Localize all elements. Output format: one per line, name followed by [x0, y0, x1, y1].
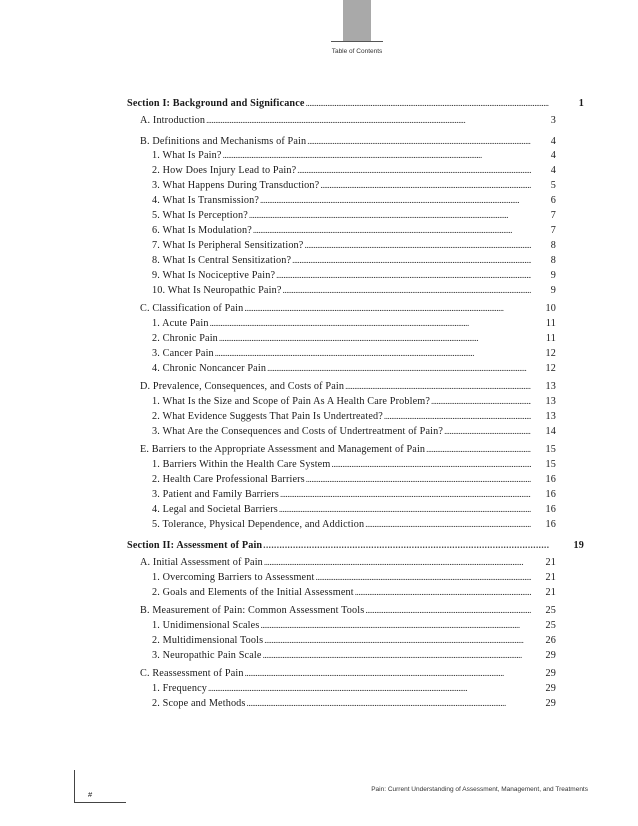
toc-page-number: 13 [545, 381, 556, 392]
toc-page-number: 11 [545, 317, 556, 329]
toc-entry-row[interactable] [152, 225, 556, 236]
toc-entry-label: 2. Multidimensional Tools [152, 634, 264, 646]
toc-entry-row[interactable] [152, 519, 556, 530]
toc-leader-dots [315, 572, 531, 583]
toc-entry-label: C. Reassessment of Pain [140, 668, 244, 679]
toc-page-number: 4 [550, 149, 556, 161]
toc-entry-label: 7. What Is Peripheral Sensitization? [152, 239, 304, 251]
page-header-title: Table of Contents [331, 48, 383, 55]
toc-entry-label: 1. Acute Pain [152, 317, 209, 329]
toc-entry-row[interactable] [152, 620, 556, 631]
toc-entry-label: 3. Cancer Pain [152, 347, 214, 359]
toc-entry-label: 4. Legal and Societal Barriers [152, 503, 278, 515]
toc-entry-row[interactable] [152, 396, 556, 407]
toc-leader-dots [263, 540, 549, 551]
toc-entry-label: 2. Scope and Methods [152, 697, 246, 709]
toc-entry-label: A. Introduction [140, 115, 206, 126]
toc-leader-dots [208, 683, 531, 694]
toc-entry-row[interactable] [152, 180, 556, 191]
toc-leader-dots [331, 459, 531, 470]
toc-leader-dots [355, 587, 531, 598]
toc-entry-row[interactable] [140, 381, 556, 392]
toc-entry-row[interactable] [152, 333, 556, 344]
toc-entry-row[interactable] [152, 318, 556, 329]
toc-leader-dots [247, 698, 531, 709]
toc-page-number: 10 [545, 303, 556, 314]
toc-entry-row[interactable] [152, 474, 556, 485]
toc-entry-label: 9. What Is Nociceptive Pain? [152, 269, 276, 281]
toc-entry-label: 1. What Is Pain? [152, 149, 222, 161]
toc-entry-row[interactable] [152, 210, 556, 221]
toc-page-number: 11 [545, 332, 556, 344]
toc-entry-row[interactable] [152, 587, 556, 598]
toc-page-number: 15 [545, 444, 556, 455]
toc-entry-row[interactable] [140, 605, 556, 616]
toc-entry-label: D. Prevalence, Consequences, and Costs of Pain [140, 381, 345, 392]
footer-running-title: Pain: Current Understanding of Assessment, Management, and Treatments [371, 786, 588, 793]
toc-entry-label: 2. What Evidence Suggests That Pain Is Undertreated? [152, 410, 383, 422]
toc-entry-row[interactable] [152, 270, 556, 281]
toc-leader-dots [210, 318, 531, 329]
toc-leader-dots [276, 270, 531, 281]
toc-entry-row[interactable] [140, 115, 556, 126]
toc-entry-row[interactable] [140, 136, 556, 147]
footer-page-marker: # [88, 790, 93, 799]
toc-entry-label: B. Measurement of Pain: Common Assessment Tools [140, 605, 365, 616]
toc-entry-label: 1. What Is the Size and Scope of Pain As A Health Care Problem? [152, 395, 431, 407]
toc-entry-label: B. Definitions and Mechanisms of Pain [140, 136, 307, 147]
toc-leader-dots [431, 396, 531, 407]
toc-leader-dots [444, 426, 531, 437]
toc-entry-label: 1. Barriers Within the Health Care System [152, 458, 331, 470]
toc-entry-row[interactable] [152, 635, 556, 646]
toc-leader-dots [345, 381, 531, 392]
toc-leader-dots [280, 489, 531, 500]
toc-entry-label: 2. Goals and Elements of the Initial Assessment [152, 586, 354, 598]
toc-entry-label: 3. What Are the Consequences and Costs of Undertreatment of Pain? [152, 425, 444, 437]
toc-page-number: 4 [550, 136, 556, 147]
toc-page-number: 15 [545, 458, 556, 470]
toc-leader-dots [263, 650, 531, 661]
toc-leader-dots [320, 180, 531, 191]
toc-entry-label: 1. Unidimensional Scales [152, 619, 260, 631]
toc-page-number: 13 [545, 395, 556, 407]
toc-entry-label: 6. What Is Modulation? [152, 224, 252, 236]
toc-entry-label: 4. What Is Transmission? [152, 194, 259, 206]
footer-rule-horizontal [74, 802, 126, 803]
toc-page-number: 13 [545, 410, 556, 422]
toc-leader-dots [306, 98, 549, 109]
toc-page-number: 5 [550, 179, 556, 191]
toc-entry-label: 3. Neuropathic Pain Scale [152, 649, 262, 661]
toc-entry-row[interactable] [140, 668, 556, 679]
toc-page-number: 16 [545, 503, 556, 515]
toc-section-label: Section I: Background and Significance [127, 98, 305, 109]
toc-page-number: 29 [545, 697, 556, 709]
toc-entry-row[interactable] [140, 303, 556, 314]
toc-page-number: 8 [550, 239, 556, 251]
toc-entry-row[interactable] [152, 426, 556, 437]
toc-entry-label: 5. Tolerance, Physical Dependence, and Addiction [152, 518, 365, 530]
toc-entry-row[interactable] [152, 698, 556, 709]
toc-entry-row[interactable] [140, 444, 556, 455]
toc-entry-row[interactable] [152, 195, 556, 206]
toc-entry-row[interactable] [152, 240, 556, 251]
toc-leader-dots [264, 557, 531, 568]
toc-entry-row[interactable] [140, 557, 556, 568]
toc-page-number: 12 [545, 347, 556, 359]
toc-page-number: 6 [550, 194, 556, 206]
footer-rule-vertical [74, 770, 75, 802]
toc-leader-dots [307, 136, 531, 147]
toc-entry-label: 3. Patient and Family Barriers [152, 488, 280, 500]
toc-leader-dots [244, 303, 531, 314]
toc-page-number: 29 [545, 668, 556, 679]
toc-leader-dots [260, 195, 531, 206]
header-tab-marker [343, 0, 371, 42]
toc-page-number: 16 [545, 488, 556, 500]
toc-entry-label: A. Initial Assessment of Pain [140, 557, 263, 568]
toc-page-number: 26 [545, 634, 556, 646]
toc-leader-dots [365, 605, 531, 616]
toc-page-number: 29 [545, 682, 556, 694]
toc-leader-dots [245, 668, 531, 679]
toc-entry-row[interactable] [152, 348, 556, 359]
toc-page-number: 1 [578, 98, 584, 109]
toc-entry-row[interactable] [152, 459, 556, 470]
toc-leader-dots [249, 210, 531, 221]
toc-entry-label: 2. Health Care Professional Barriers [152, 473, 305, 485]
toc-page-number: 8 [550, 254, 556, 266]
toc-page-number: 25 [545, 619, 556, 631]
toc-entry-row[interactable] [152, 683, 556, 694]
toc-section-row[interactable] [127, 540, 584, 551]
toc-entry-row[interactable] [152, 504, 556, 515]
toc-page-number: 21 [545, 586, 556, 598]
toc-leader-dots [253, 225, 531, 236]
toc-page-number: 25 [545, 605, 556, 616]
toc-leader-dots [267, 363, 531, 374]
toc-page-number: 12 [545, 362, 556, 374]
toc-leader-dots [426, 444, 531, 455]
toc-page-number: 21 [545, 557, 556, 568]
toc-entry-label: 2. How Does Injury Lead to Pain? [152, 164, 297, 176]
toc-entry-row[interactable] [152, 165, 556, 176]
toc-leader-dots [223, 150, 531, 161]
toc-entry-label: 10. What Is Neuropathic Pain? [152, 284, 282, 296]
toc-leader-dots [283, 285, 532, 296]
toc-leader-dots [215, 348, 531, 359]
toc-page-number: 29 [545, 649, 556, 661]
toc-page-number: 19 [573, 540, 584, 551]
toc-page-number: 9 [550, 284, 556, 296]
toc-page-number: 21 [545, 571, 556, 583]
toc-leader-dots [297, 165, 531, 176]
toc-entry-label: E. Barriers to the Appropriate Assessment and Management of Pain [140, 444, 426, 455]
toc-leader-dots [292, 255, 531, 266]
toc-page-number: 7 [550, 209, 556, 221]
toc-leader-dots [279, 504, 531, 515]
toc-entry-label: 3. What Happens During Transduction? [152, 179, 320, 191]
toc-leader-dots [260, 620, 531, 631]
toc-section-label: Section II: Assessment of Pain [127, 540, 263, 551]
toc-entry-row[interactable] [152, 363, 556, 374]
toc-leader-dots [304, 240, 531, 251]
toc-leader-dots [306, 474, 531, 485]
toc-leader-dots [206, 115, 531, 126]
toc-entry-label: 2. Chronic Pain [152, 332, 218, 344]
toc-page-number: 7 [550, 224, 556, 236]
toc-leader-dots [219, 333, 531, 344]
toc-section-row[interactable] [127, 98, 584, 109]
toc-entry-label: C. Classification of Pain [140, 303, 244, 314]
toc-page-number: 3 [550, 115, 556, 126]
toc-page-number: 14 [545, 425, 556, 437]
toc-entry-label: 8. What Is Central Sensitization? [152, 254, 292, 266]
toc-entry-row[interactable] [152, 285, 556, 296]
toc-page-number: 16 [545, 518, 556, 530]
header-rule [331, 41, 383, 42]
toc-entry-label: 1. Frequency [152, 682, 207, 694]
toc-entry-label: 4. Chronic Noncancer Pain [152, 362, 267, 374]
toc-leader-dots [384, 411, 531, 422]
toc-entry-label: 1. Overcoming Barriers to Assessment [152, 571, 315, 583]
toc-entry-row[interactable] [152, 255, 556, 266]
toc-page-number: 16 [545, 473, 556, 485]
toc-entry-row[interactable] [152, 572, 556, 583]
toc-entry-label: 5. What Is Perception? [152, 209, 248, 221]
toc-page-number: 9 [550, 269, 556, 281]
toc-entry-row[interactable] [152, 150, 556, 161]
toc-leader-dots [365, 519, 531, 530]
toc-entry-row[interactable] [152, 489, 556, 500]
toc-entry-row[interactable] [152, 411, 556, 422]
toc-entry-row[interactable] [152, 650, 556, 661]
toc-leader-dots [264, 635, 531, 646]
toc-page-number: 4 [550, 164, 556, 176]
